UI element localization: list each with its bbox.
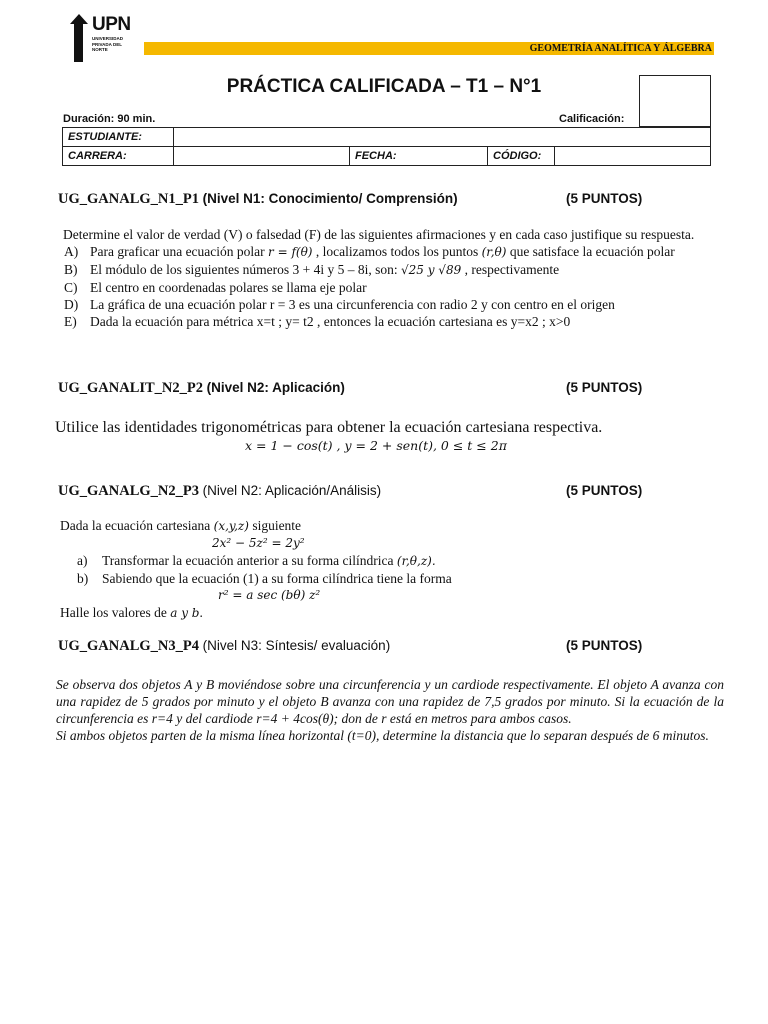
logo-subtext: UNIVERSIDAD PRIVADA DEL NORTE [92,36,124,52]
q2-points: (5 PUNTOS) [566,380,643,395]
q3-code: UG_GANALG_N2_P3 [58,483,199,499]
q1-item-key: E) [64,314,77,329]
q1-item-d [64,296,714,313]
q4-paragraph-1: Se observa dos objetos A y B moviéndose sobre una circunferencia y un cardiode respectivamente. El objeto A avanza con una rapidez de 5 grados por minuto y el objeto B avanza con una rapidez de 7,5 grados por minuto. Si la ecuación de la circunferencia es r=4 y del cardiode r=4 + 4cos(θ); don de r está en metros para ambos casos. [56,677,724,726]
q1-item-text: El centro en coordenadas polares se llama eje polar [90,280,367,295]
q1-code: UG_GANALG_N1_P1 [58,191,199,207]
student-field [174,128,711,147]
q3-level: (Nivel N2: Aplicación/Análisis) [202,483,382,498]
q1-item-text: , respectivamente [461,262,560,277]
q4-body [56,676,724,744]
q3-item-key: b) [77,571,89,586]
q1-item-text: El módulo de los siguientes números 3 + 4i y 5 – 8i, son: [90,262,401,277]
university-logo [70,14,140,64]
q1-item-text: Dada la ecuación para métrica x=t ; y= t2 , entonces la ecuación cartesiana es y=x2 ; x>0 [90,314,571,329]
q1-item-math: (r,θ) [481,245,507,259]
q4-heading [58,638,390,655]
q1-heading [58,191,458,208]
q1-item-text: Para graficar una ecuación polar [90,244,269,259]
q3-item-text: Transformar la ecuación anterior a su forma cilíndrica [102,553,397,568]
q4-paragraph-2: Si ambos objetos parten de la misma línea horizontal (t=0), determine la distancia que lo separan después de 6 minutos. [56,728,709,743]
q2-equation: x = 1 − cos(t) , y = 2 + sen(t), 0 ≤ t ≤ 2π [245,438,507,453]
q4-code: UG_GANALG_N3_P4 [58,638,199,654]
q3-equation-1: 2x² − 5z² = 2y² [212,536,305,550]
grade-box [639,75,711,127]
course-name: GEOMETRÍA ANALÍTICA Y ÁLGEBRA [529,43,712,54]
q3-body [60,517,710,622]
q4-points: (5 PUNTOS) [566,638,643,653]
code-field [555,147,711,166]
q2-code: UG_GANALIT_N2_P2 [58,380,204,396]
q3-heading [58,483,381,500]
q3-closing-text: Halle los valores de [60,605,171,620]
logo-bar [74,20,83,62]
q3-intro-text: Dada la ecuación cartesiana [60,518,214,533]
q3-intro-math: (x,y,z) [213,519,249,533]
q4-level: (Nivel N3: Síntesis/ evaluación) [202,638,391,653]
q1-item-key: D) [64,297,79,312]
q3-equation-2: r² = a sec (bθ) z² [218,588,321,602]
q1-points: (5 PUNTOS) [566,191,643,206]
q1-item-a [64,243,714,261]
q1-item-text: que satisface la ecuación polar [506,244,675,259]
career-field [174,147,350,166]
q1-item-text: , localizamos todos los puntos [312,244,482,259]
q2-heading [58,380,345,397]
q3-item-a [60,552,710,570]
code-label: CÓDIGO: [488,147,555,166]
q1-item-text: La gráfica de una ecuación polar r = 3 es una circunferencia con radio 2 y con centro en el origen [90,297,615,312]
q3-item-b [60,570,710,587]
q3-intro-text: siguiente [248,518,302,533]
date-label: FECHA: [350,147,488,166]
q1-item-e [64,313,714,330]
student-info-table [62,127,711,166]
duration-label: Duración: 90 min. [63,113,156,125]
career-label: CARRERA: [63,147,174,166]
q3-intro [60,517,710,535]
q3-closing [60,604,710,622]
q3-item-key: a) [77,553,88,568]
page-title: PRÁCTICA CALIFICADA – T1 – N°1 [226,76,542,97]
q1-intro: Determine el valor de verdad (V) o falsedad (F) de las siguientes afirmaciones y en cada caso justifique su respuesta. [63,227,695,242]
q3-points: (5 PUNTOS) [566,483,643,498]
q3-closing-math: a y b [170,606,200,620]
q1-item-c [64,279,714,296]
q1-item-math: √25 y √89 [400,263,462,277]
q1-level: (Nivel N1: Conocimiento/ Comprensión) [202,191,458,206]
q1-item-b [64,261,714,279]
q1-body [64,226,714,330]
q3-item-math: (r,θ,z). [396,554,436,568]
student-label: ESTUDIANTE: [63,128,174,147]
logo-name: UPN [92,14,131,35]
q2-level: (Nivel N2: Aplicación) [206,380,345,395]
q1-item-key: C) [64,280,78,295]
grade-label: Calificación: [559,113,625,125]
q1-item-key: A) [64,244,79,259]
q1-item-math: r = f(θ) [268,245,313,259]
q1-item-key: B) [64,262,78,277]
q3-closing-text: . [199,605,203,620]
q2-text: Utilice las identidades trigonométricas para obtener la ecuación cartesiana respectiva. [55,419,603,436]
q3-item-text: Sabiendo que la ecuación (1) a su forma cilíndrica tiene la forma [102,571,452,586]
